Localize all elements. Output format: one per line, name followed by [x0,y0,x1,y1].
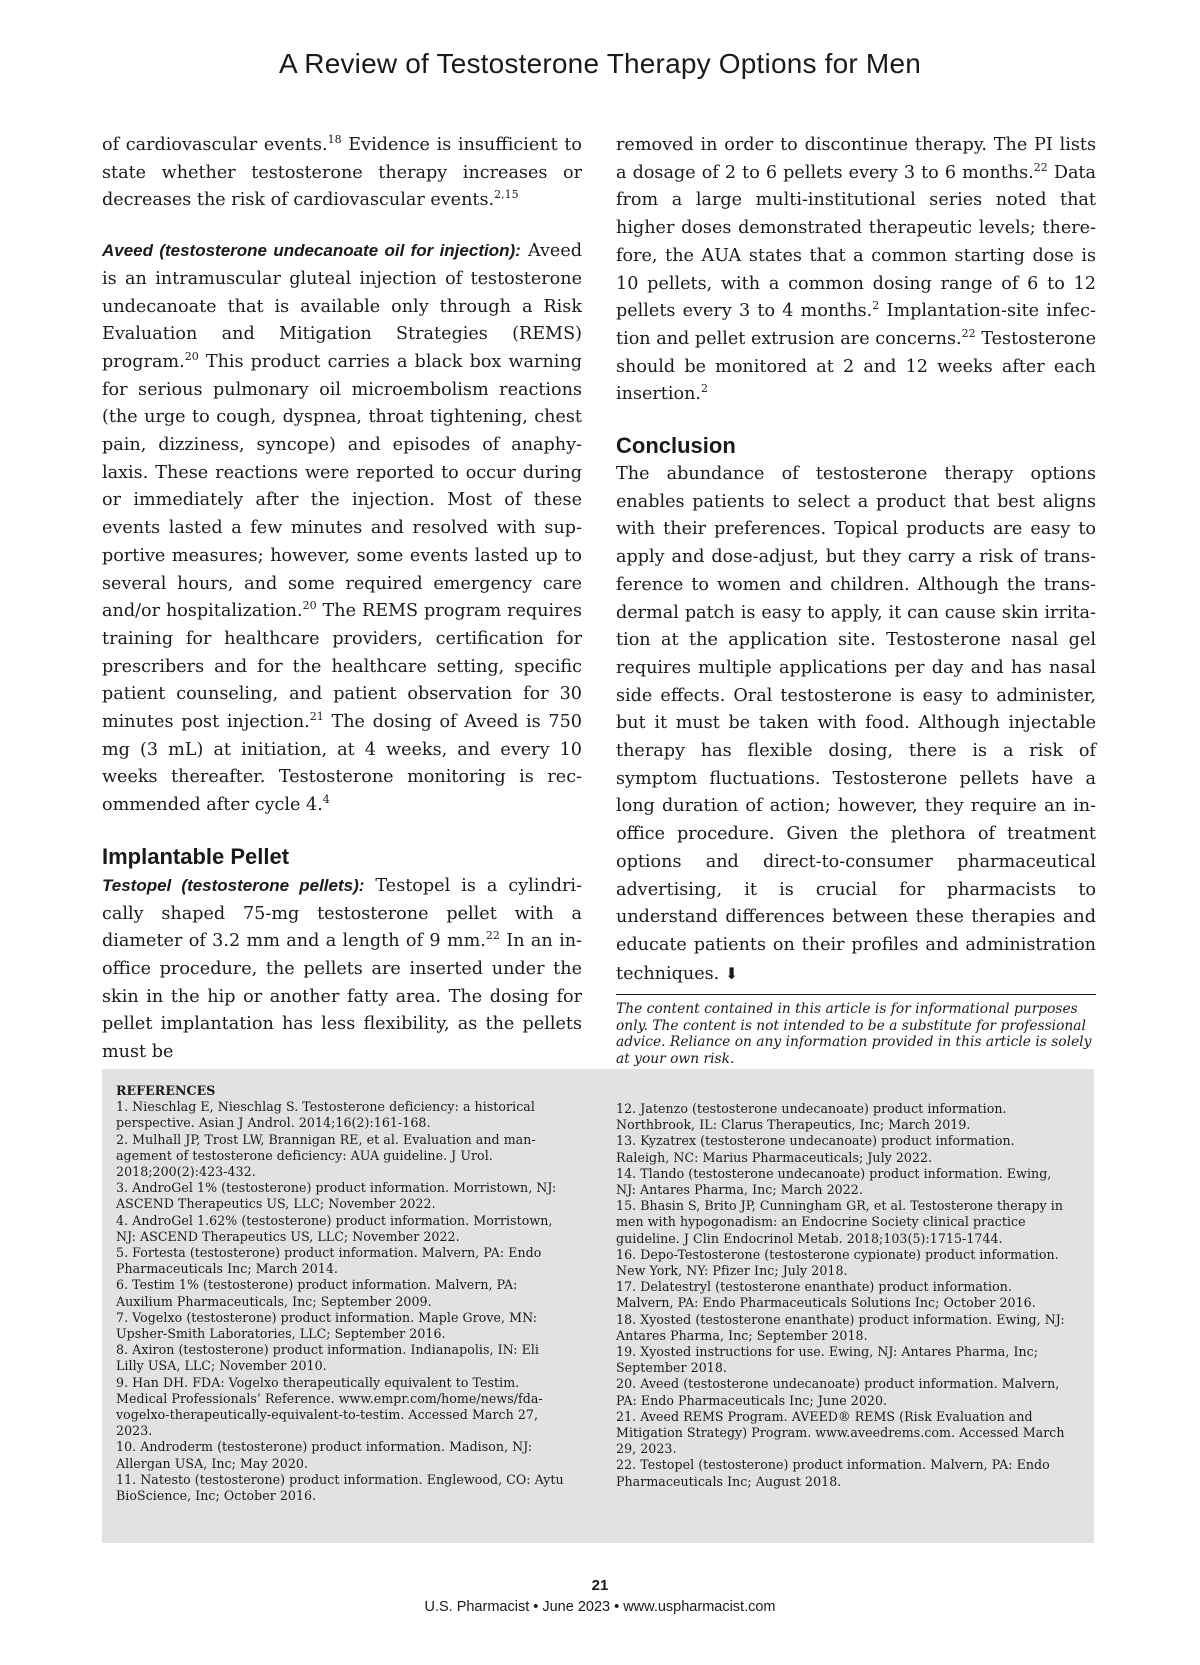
paragraph-aveed: Aveed (testosterone undecanoate oil for injection): Aveed is an intramuscular gluteal injection of testosterone undecanoate that is available only through a Risk Evaluation and Mitigation Strategies (REMS) program.$^{20}$ This product carries a black box warning for serious pulmonary oil microembolism reactions (the urge to cough, dyspnea, throat tightening, chest pain, dizziness, syncope) and episodes of anaphylaxis. These reactions were reported to occur during or immediately after the injection. Most of these events lasted a few minutes and resolved with supportive measures; however, some events lasted up to several hours, and some required emergency care and/or hospitalization.$^{20}$ The REMS program requires training for healthcare providers, certification for prescribers and for the healthcare setting, specific patient counseling, and patient observation for 30 minutes post injection.$^{21}$ The dosing of Aveed is 750 mg (3 mL) at initiation, at 4 weeks, and every 10 weeks thereafter. Testosterone monitoring is recommended after cycle 4.$^4$ [102,241,583,816]
reference-item: 13. Kyzatrex (testosterone undecanoate) product information. Raleigh, NC: Marius Pharmaceuticals; July 2022. [616,1133,1015,1165]
testopel-subheading: Testopel (testosterone pellets): [102,875,365,895]
publication-footer: U.S. Pharmacist • June 2023 • www.uspharmacist.com [424,1599,776,1615]
reference-item: 20. Aveed (testosterone undecanoate) product information. Malvern, PA: Endo Pharmaceuticals Inc; June 2020. [616,1376,1060,1408]
reference-item: 1. Nieschlag E, Nieschlag S. Testosterone deficiency: a historical perspective. Asian J Androl. 2014;16(2):161-168. [116,1099,535,1131]
reference-item: 9. Han DH. FDA: Vogelxo therapeutically equivalent to Testim. Medical Professionals’ Reference. www.empr.com/home/news/fda-vogelxo-therapeutically-equivalent-to-testim. Accessed March 27, 2023. [116,1374,543,1439]
section-heading-implantable-pellet: Implantable Pellet [102,843,290,869]
reference-item: 21. Aveed REMS Program. AVEED® REMS (Risk Evaluation and Mitigation Strategy) Program. www.aveedrems.com. Accessed March 29, 2023. [616,1408,1065,1457]
reference-item: 16. Depo-Testosterone (testosterone cypionate) product information. New York, NY: Pfizer Inc; July 2018. [616,1246,1059,1279]
reference-item: 3. AndroGel 1% (testosterone) product information. Morristown, NJ: ASCEND Therapeutics US, LLC; November 2022. [116,1180,557,1212]
disclaimer: The content contained in this article is for informational purposes only. The content is not intended to be a substitute for professional advice. Reliance on any information provided in this article is solely at your own risk. [616,994,1096,1067]
paragraph-conclusion: The abundance of testosterone therapy options enables patients to select a product that best aligns with their preferences. Topical products are easy to apply and dose-adjust, but they carry a risk of transference to women and children. Although the transdermal patch is easy to apply, it can cause skin irritation at the application site. Testosterone nasal gel requires multiple applications per day and has nasal side effects. Oral testosterone is easy to administer, but it must be taken with food. Although injectable therapy has flexible dosing, there is a risk of symptom fluctuations. Testosterone pellets have a long duration of action; however, they require an in-office procedure. Given the plethora of treatment options and direct-to-consumer pharmaceutical advertising, it is crucial for pharmacists to understand differences between these therapies and educate patients on their profiles and administration techniques. ⬇ [616,464,1096,984]
page-title: A Review of Testosterone Therapy Options for Men [278,48,921,79]
article-column-left [102,132,582,1067]
paragraph-pellet-dosing: removed in order to discontinue therapy. The PI lists a dosage of 2 to 6 pellets every 3 to 6 months.$^{22}$ Data from a large multi-institutional series noted that higher doses demonstrated therapeutic levels; therefore, the AUA states that a common starting dose is 10 pellets, with a common dosing range of 6 to 12 pellets every 3 to 4 months.$^2$ Implantation-site infection and pellet extrusion are concerns.$^{22}$ Testosterone should be monitored at 2 and 12 weeks after each insertion.$^2$ [616,135,1096,405]
page-number: 21 [591,1577,609,1594]
reference-item: 7. Vogelxo (testosterone) product information. Maple Grove, MN: Upsher-Smith Laboratories, LLC; September 2016. [116,1309,537,1342]
aveed-subheading: Aveed (testosterone undecanoate oil for injection): [102,241,521,261]
paragraph-testopel: Testopel (testosterone pellets): Testopel is a cylindrically shaped 75-mg testosterone pellet with a diameter of 3.2 mm and a length of 9 mm.$^{22}$ In an in-office procedure, the pellets are inserted under the skin in the hip or another fatty area. The dosing for pellet implantation has less flexibility, as the pellets must be [102,875,582,1063]
references-heading: REFERENCES [116,1083,216,1098]
section-heading-conclusion: Conclusion [616,433,736,459]
reference-item: 4. AndroGel 1.62% (testosterone) product information. Morristown, NJ: ASCEND Therapeutics US, LLC; November 2022. [116,1212,553,1244]
article-column-right [616,132,1096,1067]
reference-item: 2. Mulhall JP, Trost LW, Brannigan RE, et al. Evaluation and management of testosterone deficiency: AUA guideline. J Urol. 2018;200(2):423-432. [116,1131,536,1180]
reference-item: 22. Testopel (testosterone) product information. Malvern, PA: Endo Pharmaceuticals Inc; August 2018. [616,1457,1050,1489]
reference-item: 12. Jatenzo (testosterone undecanoate) product information. Northbrook, IL: Clarus Therapeutics, Inc; March 2019. [616,1101,1007,1133]
reference-item: 11. Natesto (testosterone) product information. Englewood, CO: Aytu BioScience, Inc; October 2016. [116,1471,564,1504]
reference-item: 5. Fortesta (testosterone) product information. Malvern, PA: Endo Pharmaceuticals Inc; March 2014. [116,1245,542,1277]
reference-item: 15. Bhasin S, Brito JP, Cunningham GR, et al. Testosterone therapy in men with hypogonadism: an Endocrine Society clinical practice guideline. J Clin Endocrinol Metab. 2018;103(5):1715-1744. [616,1198,1064,1246]
references-column-right [616,1101,1066,1490]
references-box [102,1069,1094,1543]
reference-item: 18. Xyosted (testosterone enanthate) product information. Ewing, NJ: Antares Pharma, Inc; September 2018. [616,1311,1065,1343]
article-end-icon: ⬇ [724,963,739,983]
reference-item: 17. Delatestryl (testosterone enanthate) product information. Malvern, PA: Endo Pharmaceuticals Solutions Inc; October 2016. [616,1279,1036,1311]
references-column-left [116,1083,566,1504]
reference-item: 10. Androderm (testosterone) product information. Madison, NJ: Allergan USA, Inc; May 2020. [116,1439,533,1471]
reference-item: 14. Tlando (testosterone undecanoate) product information. Ewing, NJ: Antares Pharma, Inc; March 2022. [616,1165,1052,1198]
reference-item: 6. Testim 1% (testosterone) product information. Malvern, PA: Auxilium Pharmaceuticals, Inc; September 2009. [116,1277,518,1309]
reference-item: 8. Axiron (testosterone) product information. Indianapolis, IN: Eli Lilly USA, LLC; November 2010. [116,1342,540,1374]
reference-item: 19. Xyosted instructions for use. Ewing, NJ: Antares Pharma, Inc; September 2018. [616,1344,1039,1376]
paragraph-cardiovascular: of cardiovascular events.$^{18}$ Evidence is insufficient to state whether testosterone therapy increases or decreases the risk of cardiovascular events.$^{2,15}$ [102,133,583,211]
